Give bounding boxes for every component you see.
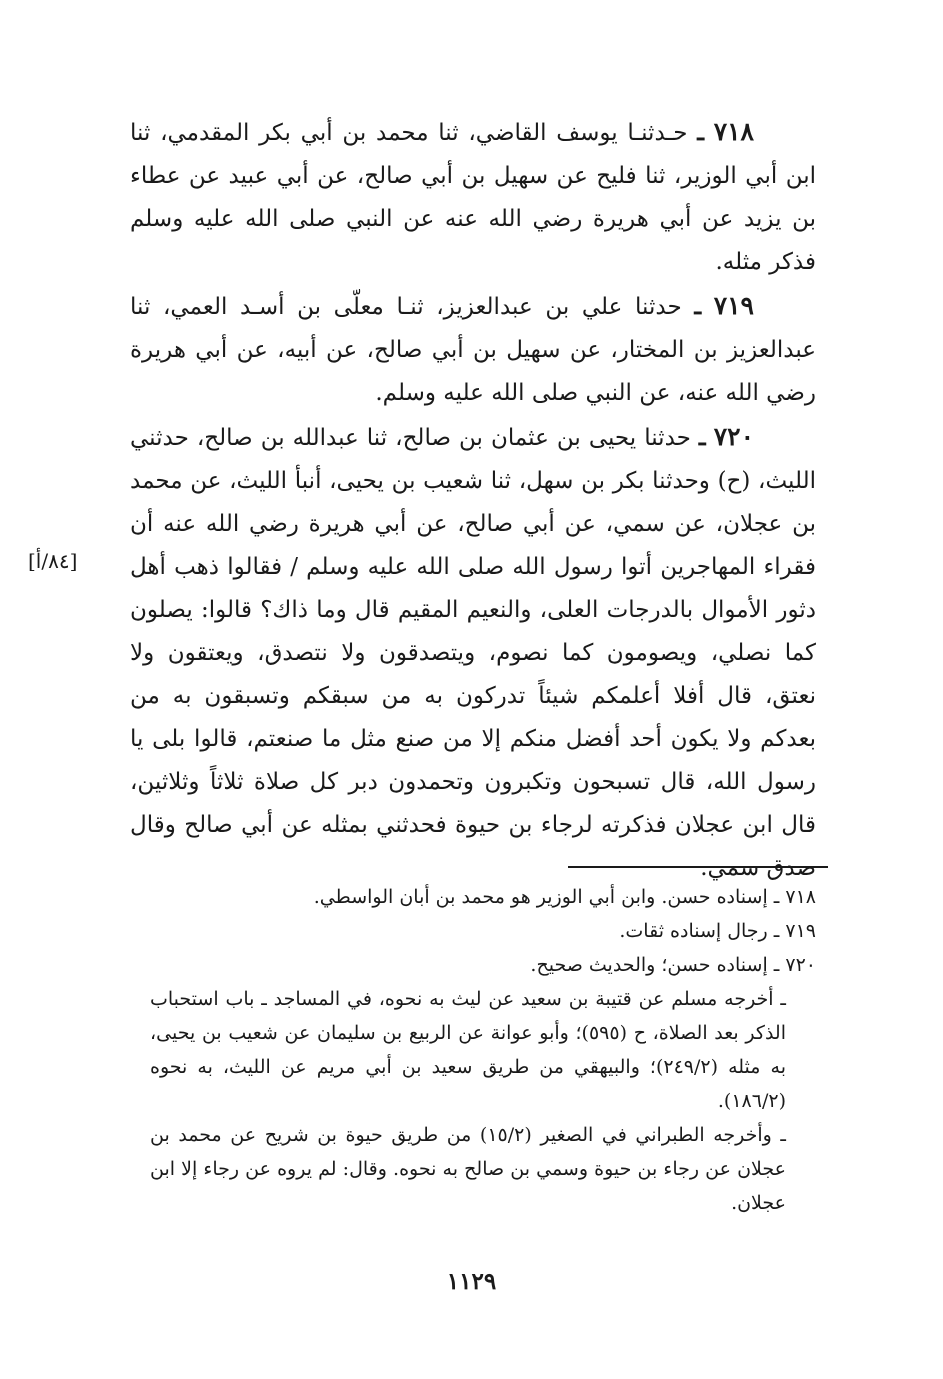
hadith-number: ٧١٨ (713, 117, 754, 146)
hadith-719 (130, 284, 816, 415)
footnote-text: ـ إسناده حسن. وابن أبي الوزير هو محمد بن أبان الواسطي. (313, 886, 780, 908)
footnote-number: ٧١٩ (785, 920, 816, 942)
footnote-720 (150, 948, 816, 982)
footnote-detail-muslim: ـ أخرجه مسلم عن قتيبة بن سعيد عن ليث به نحوه، في المساجد ـ باب استحباب الذكر بعد الصلاة، ح (٥٩٥)؛ وأبو عوانة عن الربيع بن سليمان عن شعيب بن يحيى، به مثله (٢٤٩/٢)؛ والبيهقي من طريق سعيد بن أبي مريم عن الليث، به نحوه (١٨٦/٢). (150, 988, 786, 1112)
hadith-720 (130, 415, 816, 890)
hadith-number: ٧١٩ (713, 291, 754, 320)
footnote-detail-tabarani: ـ وأخرجه الطبراني في الصغير (١٥/٢) من طريق حيوة بن شريح عن محمد بن عجلان عن رجاء بن حيوة وسمي بن صالح به نحوه. وقال: لم يروه عن رجاء إلا ابن عجلان. (150, 1124, 786, 1214)
hadith-718 (130, 110, 816, 284)
hadith-text: حـدثنـا يوسف القاضي، ثنا محمد بن أبي بكر المقدمي، ثنا ابن أبي الوزير، ثنا فليح عن سهيل بن أبي صالح، عن أبي عبيد عن عطاء بن يزيد عن أبي هريرة رضي الله عنه عن النبي صلى الله عليه وسلم فذكر مثله. (130, 120, 816, 275)
footnote-text: ـ رجال إسناده ثقات. (619, 920, 780, 942)
hadith-number: ٧٢٠ (713, 422, 755, 451)
footnote-718 (150, 880, 816, 914)
footnote-number: ٧٢٠ (785, 954, 816, 976)
footnotes (150, 880, 816, 1220)
main-text (130, 110, 816, 890)
hadith-text: حدثنا علي بن عبدالعزيز، ثنـا معلّى بن أسـد العمي، ثنا عبدالعزيز بن المختار، عن سهيل بن أبي صالح، عن أبيه، عن أبي هريرة رضي الله عنه، عن النبي صلى الله عليه وسلم. (130, 294, 816, 406)
footnote-text: ـ إسناده حسن؛ والحديث صحيح. (530, 954, 780, 976)
hadith-dash: ـ (694, 293, 702, 320)
page-number: ١١٢٩ (446, 1268, 497, 1295)
hadith-dash: ـ (697, 119, 704, 146)
hadith-text: حدثنا يحيى بن عثمان بن صالح، ثنا عبدالله بن صالح، حدثني الليث، (ح) وحدثنا بكر بن سهل، ثنا شعيب بن يحيى، أنبأ الليث، عن محمد بن عجلان، عن سمي، عن أبي صالح، عن أبي هريرة رضي الله عنه أن فقراء المهاجرين أتوا رسول الله صلى الله عليه وسلم / فقالوا ذهب أهل دثور الأموال بالدرجات العلى، والنعيم المقيم قال وما ذاك؟ قالوا: يصلون كما نصلي، ويصومون كما نصوم، ويتصدقون ولا نتصدق، ويعتقون ولا نعتق، قال أفلا أعلمكم شيئاً تدركون به من سبقكم وتسبقون به من بعدكم ولا يكون أحد أفضل منكم إلا من صنع مثل ما صنعتم، قالوا بلى يا رسول الله، قال تسبحون وتكبرون وتحمدون دبر كل صلاة ثلاثاً وثلاثين، قال ابن عجلان فذكرته لرجاء بن حيوة فحدثني بمثله عن أبي صالح وقال صدق سمي. (130, 425, 816, 881)
manuscript-folio-reference: [٨٤/أ] (28, 549, 78, 573)
hadith-dash: ـ (698, 424, 706, 451)
footnote-719 (150, 914, 816, 948)
footnote-number: ٧١٨ (785, 886, 816, 908)
footnote-divider (568, 866, 828, 868)
